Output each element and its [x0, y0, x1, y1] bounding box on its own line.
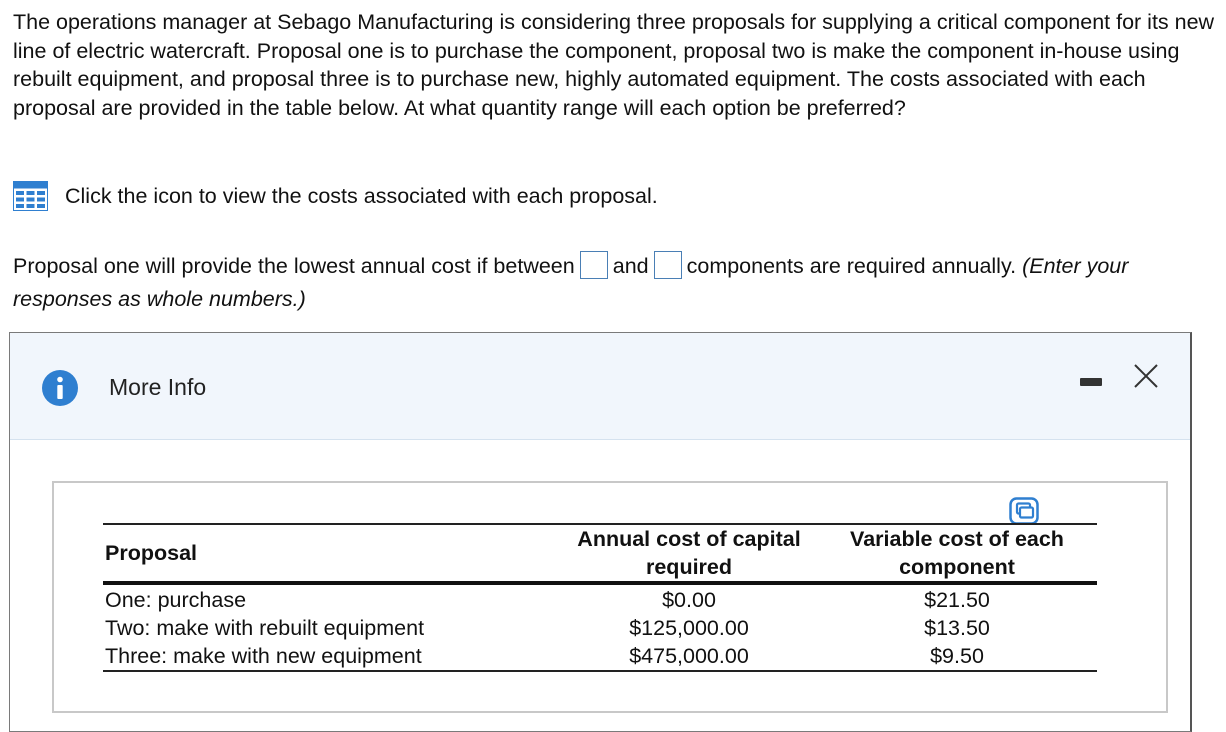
header-proposal: Proposal — [105, 541, 197, 565]
table-header-rule — [103, 581, 1097, 585]
table-cell-capital: $475,000.00 — [629, 644, 749, 668]
view-costs-row — [13, 181, 658, 211]
header-variable: Variable cost of each component — [850, 527, 1064, 579]
table-bottom-rule — [103, 670, 1097, 672]
answer-middle: and — [612, 254, 649, 278]
lower-bound-input[interactable] — [580, 251, 608, 279]
table-grid-icon[interactable] — [13, 181, 48, 211]
table-cell-variable: $21.50 — [924, 588, 990, 612]
close-icon[interactable] — [1131, 361, 1161, 391]
question-text: The operations manager at Sebago Manufacturing is considering three proposals for supplying a critical component for its new line of electric watercraft. Proposal one is to purchase the component, proposal two is make the component in-house using rebuilt equipment, and proposal three is to purchase new, highly automated equipment. The costs associated with each proposal are provided in the table below. At what quantity range will each option be preferred? — [13, 10, 1215, 120]
costs-table-panel — [52, 481, 1168, 713]
view-costs-text: Click the icon to view the costs associated with each proposal. — [65, 183, 658, 208]
table-cell-variable: $9.50 — [930, 644, 984, 668]
table-cell-proposal: Three: make with new equipment — [105, 644, 422, 668]
answer-suffix: components are required annually. — [686, 254, 1017, 278]
header-capital: Annual cost of capital required — [577, 527, 801, 579]
upper-bound-input[interactable] — [654, 251, 682, 279]
copy-icon[interactable] — [1009, 497, 1039, 525]
more-info-dialog — [9, 332, 1192, 732]
dialog-header — [10, 333, 1190, 440]
dialog-title: More Info — [109, 374, 207, 400]
answer-hint: (Enter your responses as whole numbers.) — [13, 254, 1129, 311]
capital-column — [558, 586, 820, 670]
minimize-icon[interactable] — [1080, 378, 1102, 386]
answer-prefix: Proposal one will provide the lowest annual cost if between — [13, 254, 575, 278]
table-cell-capital: $125,000.00 — [629, 616, 749, 640]
table-cell-proposal: One: purchase — [105, 588, 247, 612]
info-icon — [42, 370, 78, 406]
variable-column — [832, 586, 1082, 670]
table-cell-capital: $0.00 — [662, 588, 716, 612]
proposal-column — [105, 586, 424, 670]
answer-sentence — [13, 250, 1218, 316]
table-cell-proposal: Two: make with rebuilt equipment — [105, 616, 425, 640]
table-cell-variable: $13.50 — [924, 616, 990, 640]
